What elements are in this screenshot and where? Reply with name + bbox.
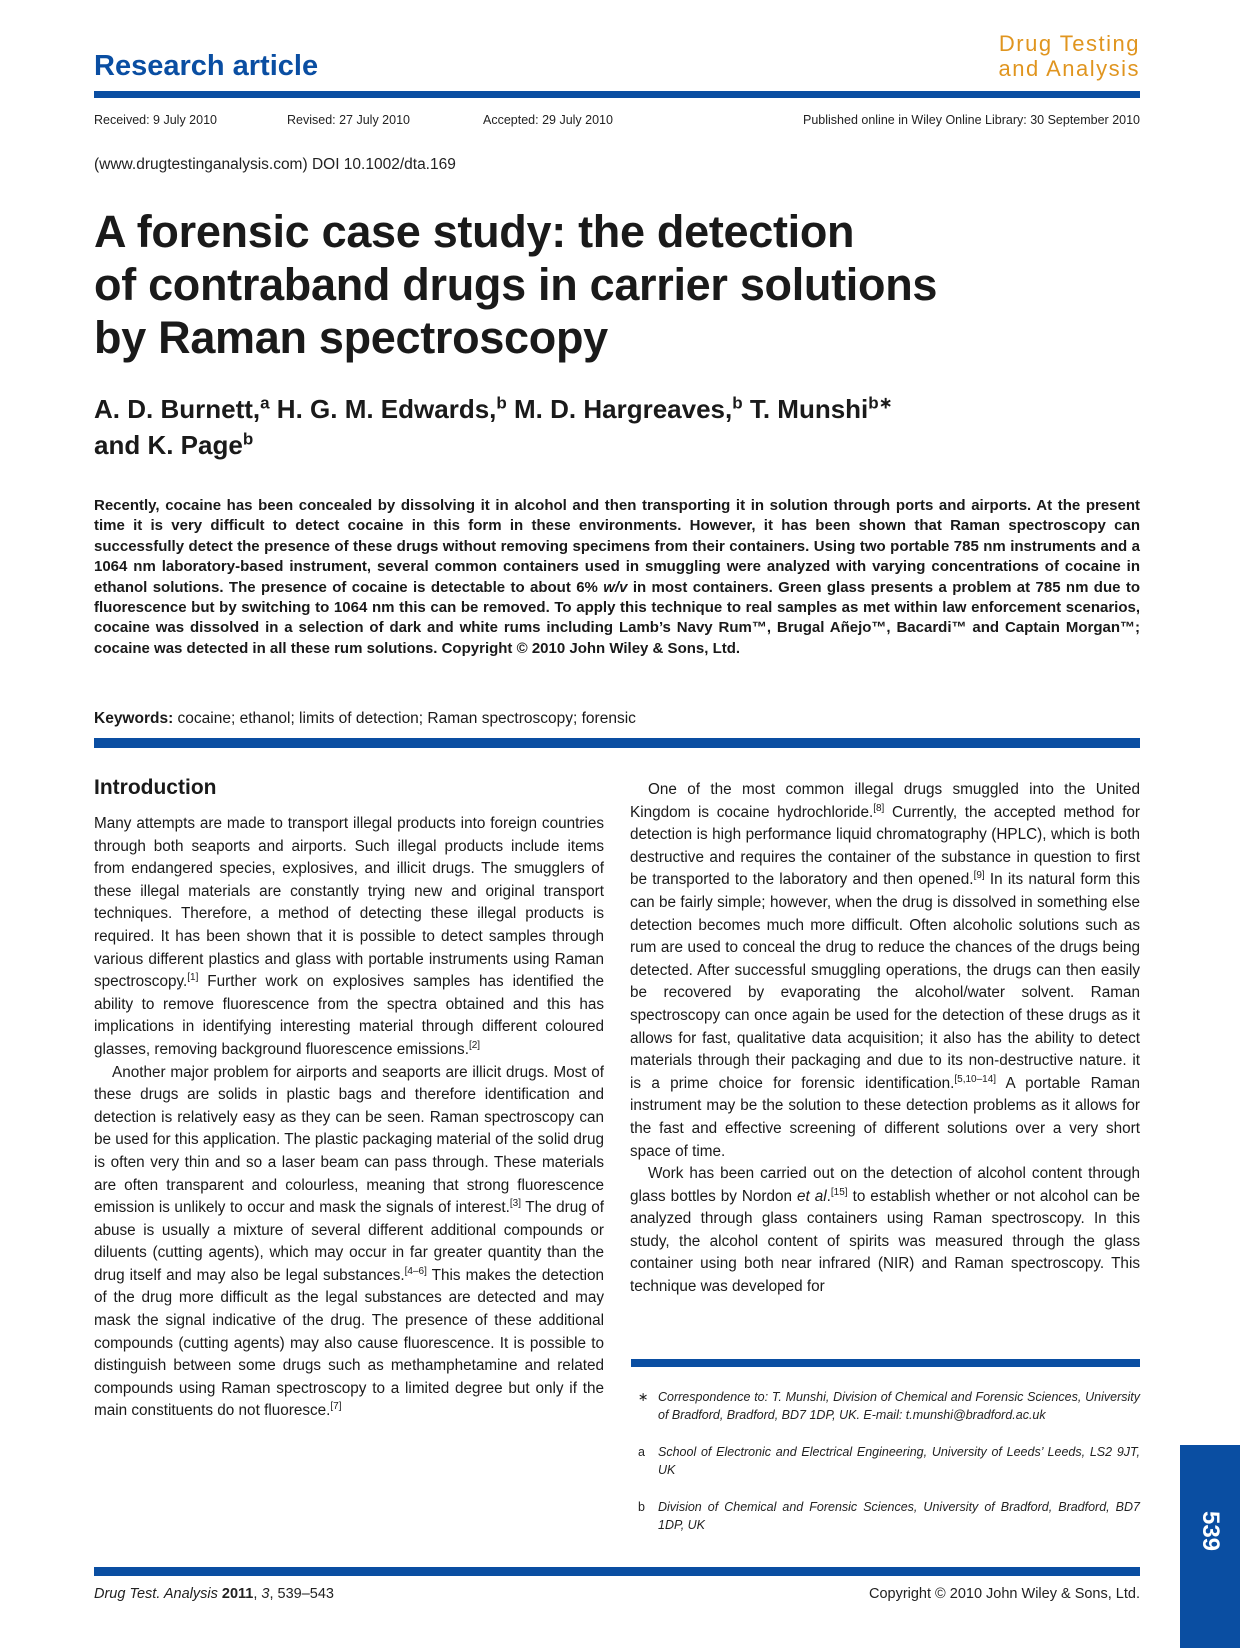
abstract	[94, 496, 1140, 659]
keywords	[94, 710, 1140, 728]
citation[interactable]: [3]	[509, 1198, 521, 1209]
citation[interactable]: [8]	[873, 802, 885, 814]
footer-copyright: Copyright © 2010 John Wiley & Sons, Ltd.	[868, 1586, 1140, 1602]
affiliation-mark: a	[260, 393, 270, 413]
author-burnett: A. D. Burnett,	[94, 394, 261, 424]
footnote-affiliation-a: a School of Electronic and Electrical Engineering, University of Leeds’ Leeds, LS2 9JT, UK	[638, 1445, 1140, 1477]
journal-citation: Drug Test. Analysis 2011, 3, 539–543	[94, 1586, 334, 1602]
section-heading-introduction: Introduction	[94, 776, 217, 799]
footnote-mark: ∗	[638, 1390, 649, 1404]
abstract-text: Recently, cocaine has been concealed by dissolving it in alcohol and then transporting it in solution through ports and airports. At the present time it is very difficult to detect cocaine in this form in these environments. However, it has been shown that Raman spectroscopy can successfully detect the presence of these drugs without removing specimens from their containers. Using two portable 785 nm instruments and a 1064 nm laboratory-based instrument, several common containers used in smuggling were analyzed with varying concentrations of cocaine in ethanol solutions. The presence of cocaine is detectable to about 6%	[94, 497, 1140, 596]
footnote-mark: b	[638, 1500, 645, 1514]
title-line-1: A forensic case study: the detection	[94, 206, 855, 257]
journal-brand-line2: and Analysis	[998, 56, 1140, 81]
doi-line: (www.drugtestinganalysis.com) DOI 10.1002/dta.169	[94, 156, 456, 173]
paragraph: Another major problem for airports and seaports are illicit drugs. Most of these drugs are solids in plastic bags and therefore identification and detection is relatively easy as they can be seen. Raman spectroscopy can be used for this application. The plastic packaging material of the solid drug is often very thin and so a laser beam can pass through. These materials are often transparent and colourless, meaning that strong fluorescence emission is unlikely to occur and mask the signals of interest.[3] The drug of abuse is usually a mixture of several different additional compounds or diluents (cutting agents), which may occur in far greater quantity than the drug itself and may also be legal substances.[4–6] This makes the detection of the drug more difficult as the legal substances are detected and may mask the signal indicative of the drug. The presence of these additional compounds (cutting agents) may also cause fluorescence. It is possible to distinguish between some drugs such as methamphetamine and related compounds using Raman spectroscopy to a limited degree but only if the main constituents do not fluoresce.[7]	[94, 1063, 605, 1420]
accepted-date: Accepted: 29 July 2010	[483, 113, 613, 127]
citation[interactable]: [9]	[973, 870, 985, 882]
keywords-text: cocaine; ethanol; limits of detection; Raman spectroscopy; forensic	[173, 710, 636, 727]
citation[interactable]: [5,10–14]	[954, 1073, 997, 1085]
citation[interactable]: [2]	[468, 1039, 481, 1051]
affiliation-mark: b	[496, 393, 507, 413]
paragraph: Many attempts are made to transport illegal products into foreign countries through both seaports and airports. Such illegal products include items from endangered species, explosives, and illicit drugs. The smugglers of these illegal materials are constantly trying new and original transport techniques. Therefore, a method of detecting these illegal products is required. It has been shown that it is possible to detect samples through various different plastics and glass with portable instruments using Raman spectroscopy.[1] Further work on explosives samples has identified the ability to remove fluorescence from the spectra obtained and this has implications in identifying interesting material through different coloured glasses, removing background fluorescence emissions.[2]	[94, 815, 604, 1058]
author-list	[94, 391, 1094, 463]
section-label: Research article	[94, 50, 319, 82]
journal-brand	[998, 31, 1140, 81]
footnote-affiliation-b: b Division of Chemical and Forensic Sciences, University of Bradford, Bradford, BD7 1DP, UK	[638, 1500, 1140, 1532]
published-date: Published online in Wiley Online Library: 30 September 2010	[803, 113, 1140, 127]
title-line-3: by Raman spectroscopy	[94, 312, 608, 363]
footnote-correspondence: ∗ Correspondence to: T. Munshi, Division of Chemical and Forensic Sciences, University of Bradford, Bradford, BD7 1DP, UK. E-mail: t.munshi@bradford.ac.uk	[638, 1390, 1140, 1422]
citation[interactable]: [15]	[830, 1186, 848, 1198]
footnote-mark: a	[638, 1445, 645, 1459]
author-page: and K. Page	[94, 430, 243, 460]
abstract-wv: w/v	[603, 578, 628, 596]
author-munshi: T. Munshi	[742, 394, 869, 424]
keywords-label: Keywords:	[94, 710, 174, 727]
header-rule	[94, 91, 1140, 98]
affiliation-mark: b	[242, 429, 254, 449]
affiliation-mark: b	[732, 393, 743, 413]
footnotes	[631, 1388, 1140, 1553]
title-line-2: of contraband drugs in carrier solutions	[94, 259, 938, 310]
citation[interactable]: [4–6]	[404, 1265, 427, 1277]
paragraph: Work has been carried out on the detection of alcohol content through glass bottles by Nordon et al.[15] to establish whether or not alcohol can be analyzed through glass containers using Raman spectroscopy. In this study, the alcohol content of spirits was measured through the glass container using both near infrared (NIR) and Raman spectroscopy. This technique was developed for	[630, 1165, 1140, 1296]
body-column-left	[94, 774, 604, 1423]
affiliation-mark: b∗	[868, 393, 893, 413]
paragraph: One of the most common illegal drugs smuggled into the United Kingdom is cocaine hydrochloride.[8] Currently, the accepted method for detection is high performance liquid chromatography (HPLC), which is both destructive and requires the container of the substance in question to first be transported to the laboratory and then opened.[9] In its natural form this can be fairly simple; however, when the drug is dissolved in something else detection becomes much more difficult. Often alcoholic solutions such as rum are used to conceal the drug to reduce the chances of the drugs being detected. After successful smuggling operations, the drugs can then easily be recovered by evaporating the alcohol/water solvent. Raman spectroscopy can once again be used for the detection of these drugs as it allows for fast, qualitative data acquisition; it also has the ability to detect materials through their packaging and due to its non-destructive nature. it is a prime choice for forensic identification.[5,10–14] A portable Raman instrument may be the solution to these detection problems as it allows for the fast and effective screening of different solutions over a very short space of time.	[630, 781, 1140, 1160]
page-number-tab	[1180, 1445, 1240, 1648]
et-al: et al	[797, 1187, 827, 1205]
received-date: Received: 9 July 2010	[94, 113, 217, 127]
footer-rule	[94, 1567, 1140, 1576]
abstract-rule	[94, 738, 1140, 748]
author-edwards: H. G. M. Edwards,	[269, 394, 497, 424]
body-column-right	[630, 779, 1140, 1299]
footnote-rule	[631, 1359, 1140, 1367]
abstract-text: in most containers. Green glass presents a problem at 785 nm due to fluorescence but by switching to 1064 nm this can be removed. To apply this technique to real samples as met within law enforcement scenarios, cocaine was dissolved in a selection of dark and white rums including Lamb’s Navy Rum™, Brugal Añejo™, Bacardi™ and Captain Morgan™; cocaine was detected in all these rum solutions. Copyright © 2010 John Wiley & Sons, Ltd.	[94, 578, 1141, 657]
citation[interactable]: [1]	[187, 972, 199, 984]
author-hargreaves: M. D. Hargreaves,	[506, 394, 733, 424]
journal-brand-line1: Drug Testing	[998, 31, 1140, 56]
citation[interactable]: [7]	[330, 1401, 342, 1413]
page-number: 539	[1197, 1510, 1224, 1552]
revised-date: Revised: 27 July 2010	[287, 113, 410, 127]
article-title	[94, 205, 1094, 364]
